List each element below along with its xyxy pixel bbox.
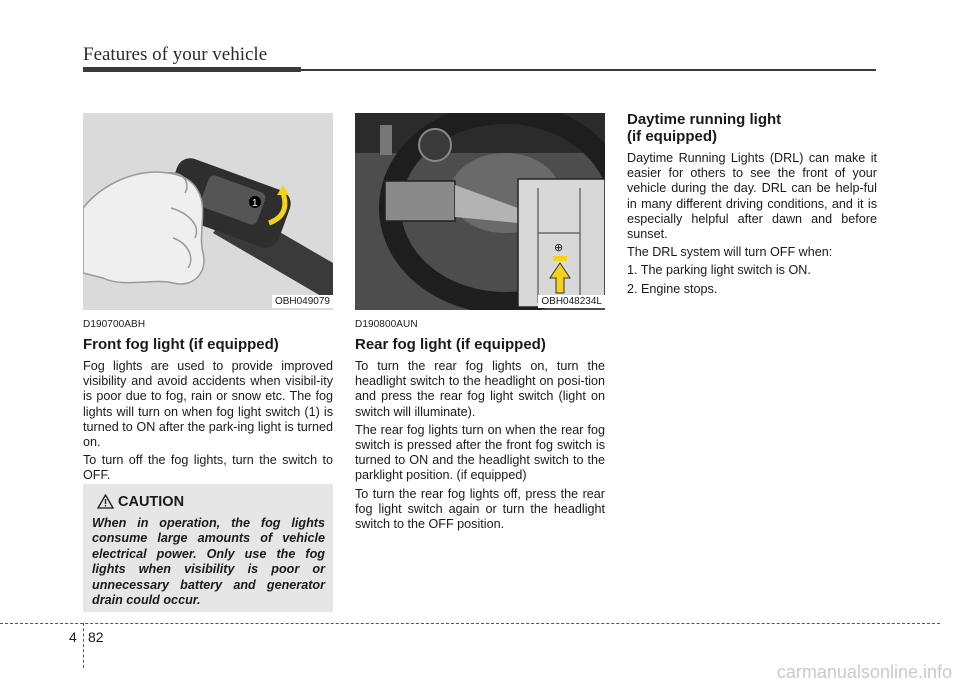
paragraph: To turn off the fog lights, turn the switch to OFF. bbox=[83, 453, 333, 483]
caution-box bbox=[83, 484, 333, 612]
middle-column bbox=[355, 113, 605, 535]
hand-on-stalk-illustration bbox=[83, 113, 333, 310]
watermark: carmanualsonline.info bbox=[776, 662, 952, 682]
heading-line: (if equipped) bbox=[627, 128, 717, 145]
section-heading: Rear fog light (if equipped) bbox=[355, 336, 546, 353]
section-code: D190800AUN bbox=[355, 319, 418, 330]
photo-code: OBH048234L bbox=[538, 295, 605, 308]
section-code: D190700ABH bbox=[83, 319, 146, 330]
svg-text:⊕: ⊕ bbox=[554, 241, 564, 254]
caution-text: When in operation, the fog lights consume large amounts of vehicle electrical power. Only use the fog lights when visibility is poor or unnecessary battery and generator drain could occur. bbox=[92, 516, 325, 608]
section-heading: Front fog light (if equipped) bbox=[83, 336, 279, 353]
page-number: 82 bbox=[88, 629, 104, 645]
photo-code: OBH049079 bbox=[272, 295, 333, 308]
warning-triangle-icon bbox=[97, 494, 114, 509]
paragraph: To turn the rear fog lights off, press the rear fog light switch again or turn the headlight switch to the OFF position. bbox=[355, 486, 605, 532]
paragraph: To turn the rear fog lights on, turn the headlight switch to the headlight on posi-tion and press the rear fog light switch (light on switch will illuminate). bbox=[355, 359, 605, 419]
page-header-title: Features of your vehicle bbox=[83, 44, 268, 65]
rear-fog-switch-photo bbox=[355, 113, 605, 310]
paragraph: Daytime Running Lights (DRL) can make it easier for others to see the front of your vehicle during the day. DRL can be help-ful in many different driving conditions, and it is especially helpful after dawn and before sunset. bbox=[627, 151, 877, 242]
header-rule bbox=[301, 69, 876, 71]
section-heading bbox=[627, 111, 877, 145]
steering-wheel-illustration bbox=[355, 113, 605, 310]
heading-line: Daytime running light bbox=[627, 111, 782, 128]
paragraph: Fog lights are used to provide improved visibility and avoid accidents when visibil-ity is poor due to fog, rain or snow etc. The fog lights will turn on when fog light switch (1) is turned to ON after the park-ing light is turned on. bbox=[83, 359, 333, 450]
header-bar bbox=[83, 67, 301, 72]
footer-divider bbox=[0, 623, 940, 624]
list-item: 1. The parking light switch is ON. bbox=[627, 263, 811, 278]
svg-text:1: 1 bbox=[252, 198, 258, 209]
chapter-number: 4 bbox=[69, 629, 77, 645]
paragraph: The rear fog lights turn on when the rear fog switch is pressed after the front fog switch is turned to ON and the headlight switch to the parklight position. (if equipped) bbox=[355, 422, 605, 483]
footer-vertical-divider bbox=[83, 623, 84, 668]
list-item: 2. Engine stops. bbox=[627, 281, 718, 296]
paragraph: The DRL system will turn OFF when: bbox=[627, 245, 833, 260]
caution-title: CAUTION bbox=[118, 494, 185, 510]
fog-light-switch-photo bbox=[83, 113, 333, 310]
caution-heading bbox=[97, 494, 184, 510]
left-column bbox=[83, 113, 333, 487]
right-column bbox=[627, 111, 877, 300]
